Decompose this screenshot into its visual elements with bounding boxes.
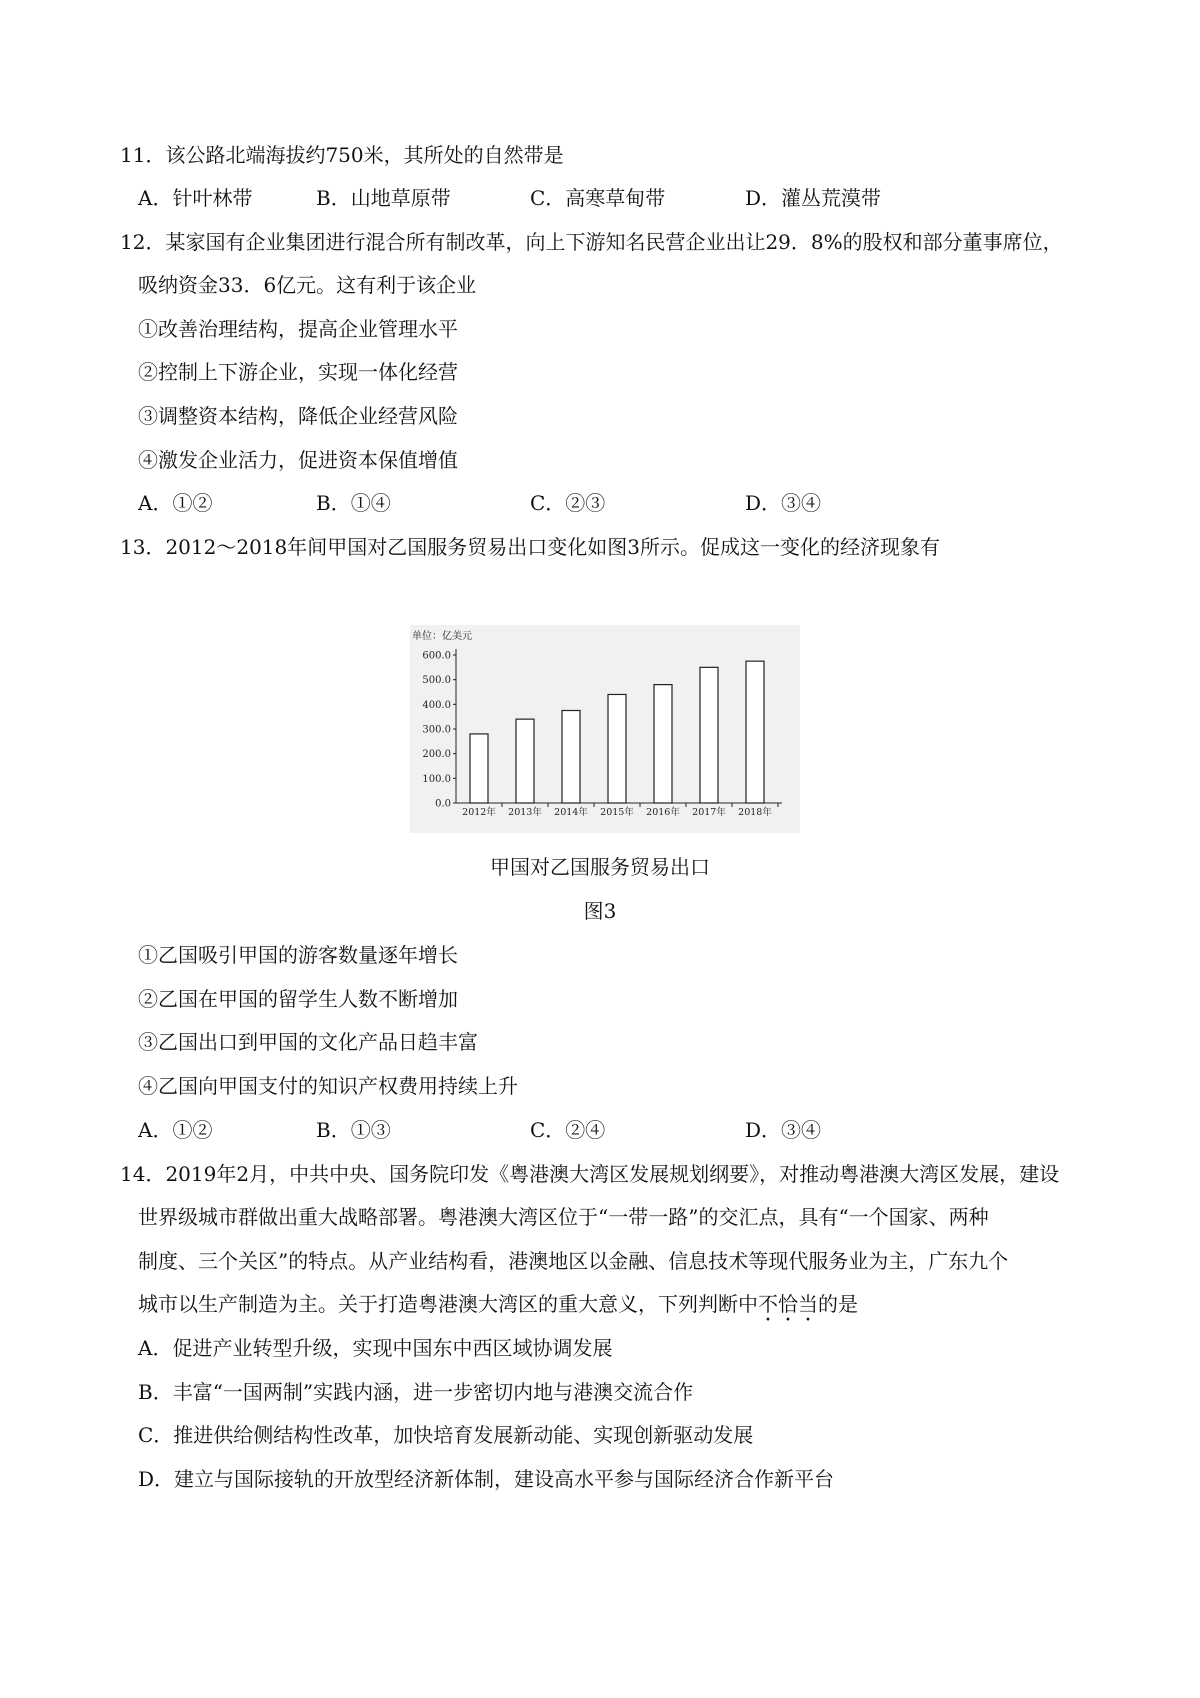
- y-tick-label: 200.0: [422, 749, 451, 761]
- q14-stem-line2: 世界级城市群做出重大战略部署。粤港澳大湾区位于“一带一路”的交汇点，具有“一个国家、两种: [138, 1205, 989, 1229]
- y-tick-label: 400.0: [422, 699, 451, 711]
- q13-item-3: ③乙国出口到甲国的文化产品日趋丰富: [138, 1030, 478, 1054]
- q12-stem-line1: 12．某家国有企业集团进行混合所有制改革，向上下游知名民营企业出让29．8%的股权和部分董事席位，: [120, 230, 1063, 254]
- q13-stem: 13．2012～2018年间甲国对乙国服务贸易出口变化如图3所示。促成这一变化的经济现象有: [120, 535, 940, 559]
- bar: [654, 685, 672, 803]
- unit-label: 单位：亿美元: [412, 631, 472, 642]
- q11-option-a: A．针叶林带: [138, 186, 253, 210]
- q11-option-d: D．灌丛荒漠带: [745, 186, 882, 210]
- q12-option-b: B．①④: [316, 491, 391, 515]
- bar-chart-svg: [410, 625, 800, 833]
- q13-item-1: ①乙国吸引甲国的游客数量逐年增长: [138, 943, 458, 967]
- y-tick-label: 100.0: [422, 773, 451, 785]
- q13-option-a: A．①②: [138, 1118, 213, 1142]
- bar: [746, 661, 764, 803]
- q14-emphasis: [758, 1292, 818, 1316]
- x-tick-label: 2017年: [692, 807, 726, 818]
- x-tick-label: 2016年: [646, 807, 680, 818]
- q14-stem-line4-pre: 城市以生产制造为主。关于打造粤港澳大湾区的重大意义，下列判断中: [138, 1292, 758, 1316]
- q11-option-b: B．山地草原带: [316, 186, 451, 210]
- emphasized-char: 不: [758, 1292, 778, 1316]
- q12-stem-line2: 吸纳资金33．6亿元。这有利于该企业: [138, 273, 477, 297]
- q13-item-4: ④乙国向甲国支付的知识产权费用持续上升: [138, 1074, 518, 1098]
- q13-option-d: D．③④: [745, 1118, 822, 1142]
- q12-option-c: C．②③: [530, 491, 606, 515]
- q14-option-c: C．推进供给侧结构性改革，加快培育发展新动能、实现创新驱动发展: [138, 1423, 754, 1447]
- q12-option-d: D．③④: [745, 491, 822, 515]
- emphasized-char: 当: [798, 1292, 818, 1316]
- figure-label: 图3: [583, 899, 617, 923]
- emphasized-char: 恰: [778, 1292, 798, 1316]
- q14-stem-line4: [138, 1290, 858, 1318]
- q12-item-2: ②控制上下游企业，实现一体化经营: [138, 360, 458, 384]
- chart-title: 甲国对乙国服务贸易出口: [490, 855, 710, 879]
- q14-stem-line4-post: 的是: [818, 1292, 858, 1316]
- q13-option-b: B．①③: [316, 1118, 391, 1142]
- q14-option-a: A．促进产业转型升级，实现中国东中西区域协调发展: [138, 1336, 613, 1360]
- y-tick-label: 300.0: [422, 724, 451, 736]
- q13-option-c: C．②④: [530, 1118, 606, 1142]
- q14-stem-line3: 制度、三个关区”的特点。从产业结构看，港澳地区以金融、信息技术等现代服务业为主，广东九个: [138, 1249, 1009, 1273]
- bar: [700, 667, 718, 803]
- q14-stem-line1: 14．2019年2月，中共中央、国务院印发《粤港澳大湾区发展规划纲要》，对推动粤港澳大湾区发展，建设: [120, 1162, 1060, 1186]
- q12-item-1: ①改善治理结构，提高企业管理水平: [138, 317, 458, 341]
- y-tick-label: 600.0: [422, 650, 451, 662]
- q12-option-a: A．①②: [138, 491, 213, 515]
- bar: [608, 694, 626, 803]
- bar: [516, 719, 534, 803]
- x-tick-label: 2018年: [738, 807, 772, 818]
- q14-option-d: D．建立与国际接轨的开放型经济新体制，建设高水平参与国际经济合作新平台: [138, 1467, 835, 1491]
- q13-item-2: ②乙国在甲国的留学生人数不断增加: [138, 987, 458, 1011]
- x-tick-label: 2012年: [462, 807, 496, 818]
- x-tick-label: 2013年: [508, 807, 542, 818]
- q11-option-c: C．高寒草甸带: [530, 186, 666, 210]
- bar: [470, 734, 488, 803]
- bar-chart: [410, 625, 800, 833]
- bar: [562, 711, 580, 804]
- x-tick-label: 2015年: [600, 807, 634, 818]
- q14-option-b: B．丰富“一国两制”实践内涵，进一步密切内地与港澳交流合作: [138, 1380, 694, 1404]
- q12-item-3: ③调整资本结构，降低企业经营风险: [138, 404, 458, 428]
- q12-item-4: ④激发企业活力，促进资本保值增值: [138, 448, 458, 472]
- x-tick-label: 2014年: [554, 807, 588, 818]
- q11-stem: 11．该公路北端海拔约750米，其所处的自然带是: [120, 143, 564, 167]
- y-tick-label: 500.0: [422, 675, 451, 687]
- y-tick-label: 0.0: [435, 798, 451, 810]
